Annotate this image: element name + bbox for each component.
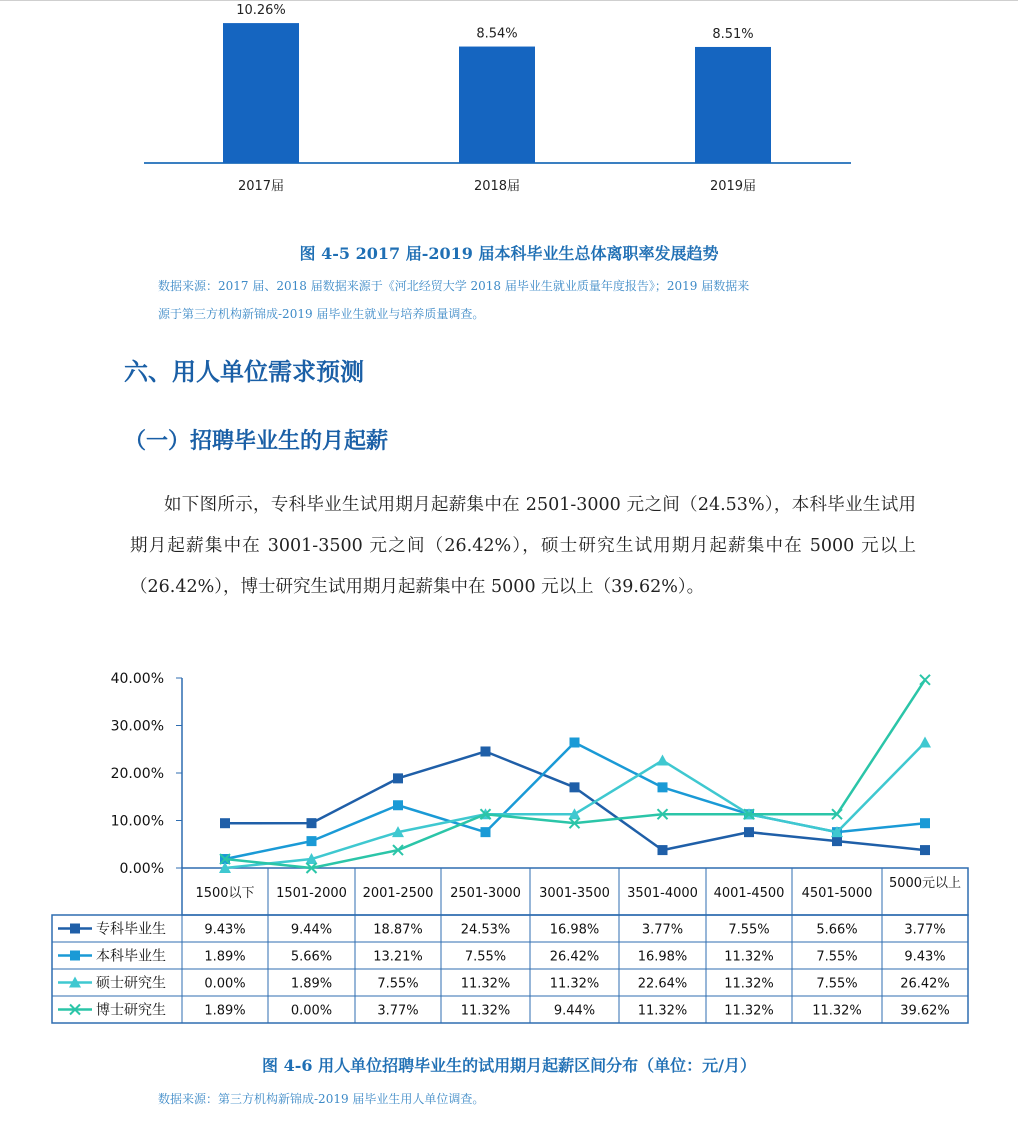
x-tick-label: 2017届 — [237, 179, 285, 194]
data-point — [307, 818, 317, 828]
paragraph-text: 如下图所示，专科毕业生试用期月起薪集中在 2501-3000 元之间（24.53%），本科毕业生试用期月起薪集中在 3001-3500 元之间（26.42%），硕士研究生试用期月起薪集中在 5000 元以上（26.42%），博士研究生试用期月起薪集中在 5000 元以上（39.62%）。 — [130, 495, 916, 597]
series-line — [225, 743, 925, 860]
table-cell: 0.00% — [204, 976, 246, 992]
table-cell: 11.32% — [724, 949, 774, 965]
x-category-label: 1500以下 — [195, 886, 255, 901]
data-point — [220, 818, 230, 828]
y-tick-label: 30.00% — [110, 718, 164, 735]
table-cell: 3.77% — [641, 922, 684, 938]
table-cell: 9.44% — [553, 1003, 596, 1019]
table-cell: 11.32% — [724, 1003, 774, 1019]
legend-label: 博士研究生 — [96, 1002, 166, 1019]
table-cell: 3.77% — [377, 1003, 419, 1019]
x-category-label: 3001-3500 — [539, 886, 610, 901]
table-cell: 9.44% — [290, 922, 333, 938]
section-heading: 六、用人单位需求预测 — [124, 358, 364, 386]
legend-label: 硕士研究生 — [96, 975, 166, 992]
data-point — [920, 818, 930, 828]
figure-caption-4-5: 图 4-5 2017 届-2019 届本科毕业生总体离职率发展趋势 — [299, 244, 719, 263]
series-line — [225, 743, 925, 868]
data-point — [657, 754, 669, 765]
data-label: 8.54% — [476, 26, 518, 42]
table-cell: 39.62% — [900, 1003, 950, 1019]
table-cell: 1.89% — [204, 949, 246, 965]
table-cell: 7.55% — [377, 976, 419, 992]
table-cell: 3.77% — [904, 922, 946, 938]
table-cell: 18.87% — [373, 922, 423, 938]
table-cell: 13.21% — [373, 949, 423, 965]
table-cell: 1.89% — [204, 1003, 246, 1019]
data-point — [658, 782, 668, 792]
table-cell: 1.89% — [290, 976, 333, 992]
x-category-label: 2001-2500 — [362, 886, 434, 901]
x-category-label: 2501-3000 — [450, 886, 521, 901]
legend-label: 专科毕业生 — [96, 921, 166, 938]
body-paragraph — [130, 485, 916, 608]
table-cell: 11.32% — [637, 1003, 688, 1019]
table-cell: 16.98% — [637, 949, 688, 965]
table-cell: 26.42% — [549, 949, 600, 965]
data-point — [481, 827, 491, 837]
table-cell: 9.43% — [204, 922, 246, 938]
y-tick-label: 20.00% — [110, 766, 164, 782]
data-label: 8.51% — [712, 26, 754, 42]
series-3 — [219, 737, 931, 873]
table-cell: 16.98% — [549, 922, 600, 938]
source-line-1: 数据来源：2017 届、2018 届数据来源于《河北经贸大学 2018 届毕业生就业质量年度报告》；2019 届数据来 — [158, 279, 750, 293]
data-point — [919, 737, 931, 748]
source-line-2: 源于第三方机构新锦成-2019 届毕业生就业与培养质量调查。 — [158, 307, 485, 321]
data-point — [481, 746, 491, 756]
table-cell: 0.00% — [290, 1003, 333, 1019]
data-point — [920, 675, 930, 685]
data-point — [920, 845, 930, 855]
table-cell: 11.32% — [724, 976, 774, 992]
line-chart — [0, 655, 1018, 1035]
table-cell: 7.55% — [464, 949, 507, 965]
data-point — [570, 738, 580, 748]
data-point — [570, 782, 580, 792]
bar-2017届 — [223, 23, 299, 163]
legend-label: 本科毕业生 — [96, 948, 166, 965]
table-cell: 7.55% — [816, 976, 858, 992]
x-tick-label: 2019届 — [709, 179, 757, 194]
x-tick-label: 2018届 — [473, 179, 521, 194]
x-category-label: 4501-5000 — [801, 886, 873, 901]
table-cell: 11.32% — [460, 1003, 511, 1019]
table-cell: 5.66% — [290, 949, 333, 965]
data-label: 10.26% — [236, 3, 286, 19]
subsection-heading: （一）招聘毕业生的月起薪 — [124, 429, 389, 454]
table-cell: 7.55% — [816, 949, 858, 965]
table-cell: 22.64% — [637, 976, 688, 992]
data-point — [393, 773, 403, 783]
legend-marker — [70, 951, 80, 961]
data-point — [307, 836, 317, 846]
series-1 — [220, 746, 930, 855]
y-tick-label: 40.00% — [110, 671, 164, 687]
table-cell: 11.32% — [460, 976, 511, 992]
data-point — [832, 836, 842, 846]
data-point — [658, 845, 668, 855]
table-cell: 9.43% — [904, 949, 946, 965]
x-category-label: 1501-2000 — [276, 886, 347, 901]
data-point — [393, 800, 403, 810]
x-category-label: 4001-4500 — [713, 886, 785, 901]
table-cell: 11.32% — [549, 976, 600, 992]
figure-source-4-6: 数据来源：第三方机构新锦成-2019 届毕业生用人单位调查。 — [158, 1092, 485, 1106]
series-4 — [220, 675, 930, 873]
bar-2018届 — [459, 47, 535, 163]
series-2 — [220, 738, 930, 865]
figure-source-4-5 — [158, 272, 918, 328]
series-line — [225, 751, 925, 850]
x-category-label: 5000元以上 — [888, 876, 962, 891]
table-cell: 26.42% — [900, 976, 950, 992]
bar-chart — [0, 0, 1018, 210]
table-cell: 11.32% — [812, 1003, 862, 1019]
table-cell: 7.55% — [728, 922, 770, 938]
y-tick-label: 10.00% — [110, 813, 164, 830]
y-tick-label: 0.00% — [119, 861, 164, 877]
x-category-label: 3501-4000 — [627, 886, 698, 901]
bar-2019届 — [695, 47, 771, 163]
table-cell: 5.66% — [816, 922, 858, 938]
data-point — [744, 827, 754, 837]
table-cell: 24.53% — [460, 922, 511, 938]
figure-caption-4-6: 图 4-6 用人单位招聘毕业生的试用期月起薪区间分布（单位：元/月） — [262, 1056, 756, 1075]
legend-marker — [70, 924, 80, 934]
